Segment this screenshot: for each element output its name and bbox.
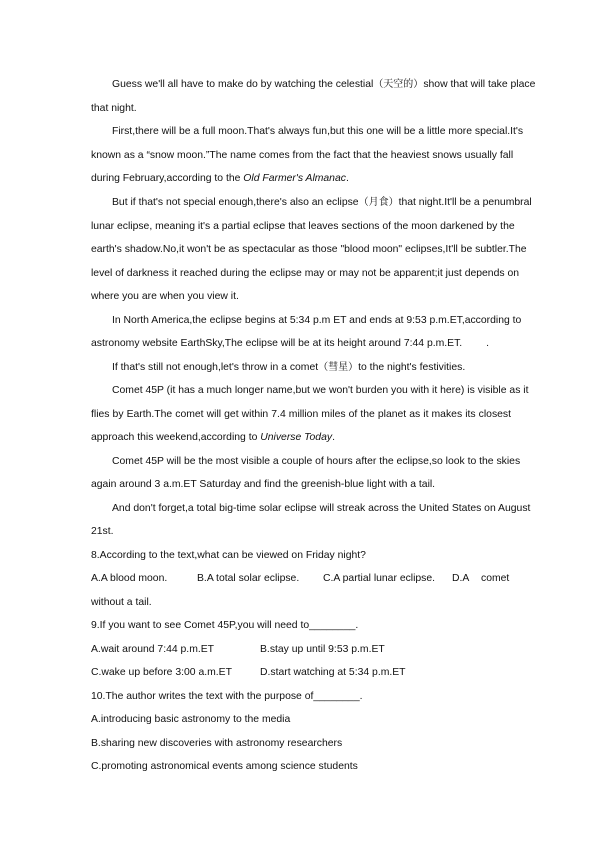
option-a: A.introducing basic astronomy to the media (91, 714, 291, 725)
text-run: Guess we'll all have to make do by watching the celestial (112, 79, 374, 90)
passage-line: In North America,the eclipse begins at 5:34 p.m ET and ends at 9:53 p.m.ET,according to (112, 315, 522, 326)
option-c: C.wake up before 3:00 a.m.ET (91, 667, 232, 678)
chinese-gloss: （月食） (358, 197, 399, 208)
text-run: If that's still not enough,let's throw in a comet (112, 362, 319, 373)
source-title: Universe Today (260, 432, 333, 443)
passage-line (91, 172, 511, 186)
option-a: A.wait around 7:44 p.m.ET (91, 644, 215, 655)
passage-line: First,there will be a full moon.That's always fun,but this one will be a little more special.It's (112, 126, 524, 137)
text-run: . (486, 338, 490, 349)
passage-line: earth's shadow.No,it won't be as spectacular as those "blood moon" eclipses,It'll be subtler.The (91, 244, 527, 255)
question-stem: 9.If you want to see Comet 45P,you will need to________. (91, 620, 359, 631)
option-d: D.A (452, 573, 470, 584)
passage-line (91, 337, 511, 351)
option-d-wrap: without a tail. (91, 597, 152, 608)
chinese-gloss: （彗星） (318, 362, 359, 373)
passage-line: And don't forget,a total big-time solar eclipse will streak across the United States on August (112, 503, 531, 514)
passage-line: level of darkness it reached during the eclipse may or may not be apparent;it just depends on (91, 268, 519, 279)
passage-line: where you are when you view it. (91, 291, 239, 302)
option-b: B.sharing new discoveries with astronomy researchers (91, 738, 343, 749)
source-title: Old Farmer's Almanac (243, 173, 346, 184)
option-d-continued: comet (481, 573, 510, 584)
chinese-gloss: （天空的） (373, 79, 424, 90)
option-a: A.A blood moon. (91, 573, 168, 584)
text-run: But if that's not special enough,there's also an eclipse (112, 197, 359, 208)
option-b: B.A total solar eclipse. (197, 573, 300, 584)
text-run: during February,according to the (91, 173, 244, 184)
text-run: to the night's festivities. (358, 362, 466, 373)
option-c: C.A partial lunar eclipse. (323, 573, 436, 584)
text-run: approach this weekend,according to (91, 432, 261, 443)
passage-line: 21st. (91, 526, 114, 537)
text-run: that night.It'll be a penumbral (398, 197, 532, 208)
text-run: . (345, 173, 349, 184)
passage-line: flies by Earth.The comet will get within 7.4 million miles of the planet as it makes its closest (91, 409, 511, 420)
text-run: . (332, 432, 335, 443)
option-row (91, 666, 511, 680)
passage-line (112, 196, 532, 210)
passage-line (91, 431, 511, 445)
passage-line: Comet 45P will be the most visible a couple of hours after the eclipse,so look to the skies (112, 456, 521, 467)
option-c: C.promoting astronomical events among science students (91, 761, 358, 772)
passage-line: again around 3 a.m.ET Saturday and find the greenish-blue light with a tail. (91, 479, 436, 490)
passage-line: known as a “snow moon.”The name comes from the fact that the heaviest snows usually fall (91, 150, 514, 161)
text-run: astronomy website EarthSky,The eclipse will be at its height around 7:44 p.m.ET. (91, 338, 463, 349)
passage-line: lunar eclipse, meaning it's a partial eclipse that leaves sections of the moon darkened by the (91, 221, 515, 232)
passage-line: Comet 45P (it has a much longer name,but we won't burden you with it here) is visible as it (112, 385, 529, 396)
option-b: B.stay up until 9:53 p.m.ET (260, 644, 385, 655)
option-d: D.start watching at 5:34 p.m.ET (260, 667, 406, 678)
text-run: show that will take place (423, 79, 536, 90)
option-row (91, 643, 511, 657)
question-stem: 10.The author writes the text with the purpose of________. (91, 691, 363, 702)
question-stem: 8.According to the text,what can be viewed on Friday night? (91, 550, 366, 561)
passage-line (112, 78, 536, 92)
option-row (91, 572, 511, 586)
passage-line (112, 361, 511, 375)
passage-line: that night. (91, 103, 137, 114)
